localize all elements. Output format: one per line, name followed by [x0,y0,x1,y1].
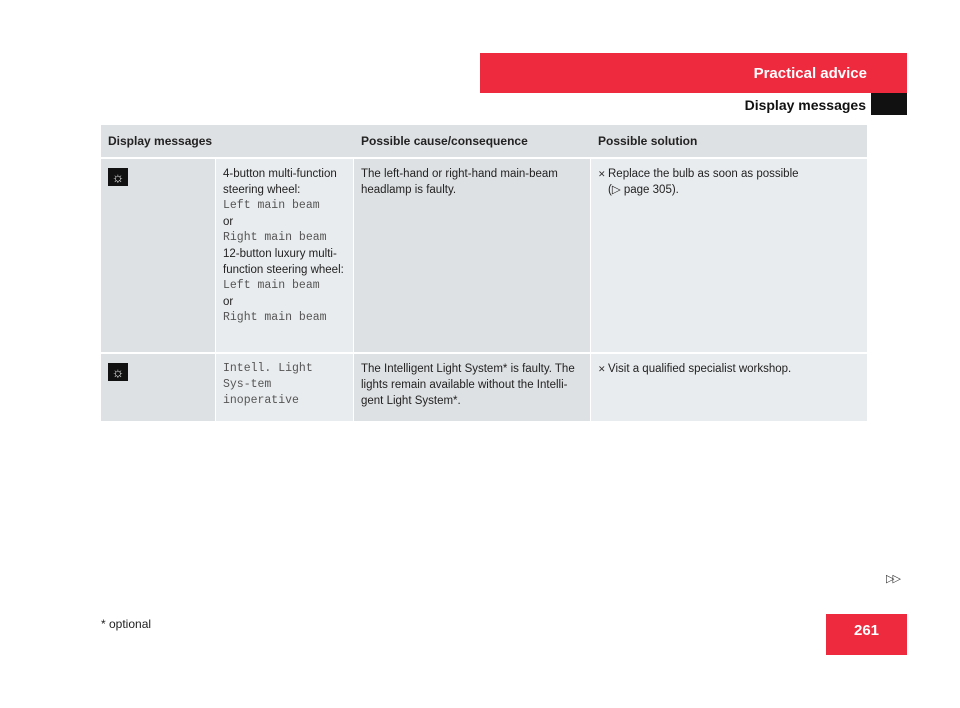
solution-cell [591,354,867,421]
display-messages-table [101,125,867,421]
icon-cell [101,159,216,354]
message-cell [216,354,354,421]
column-header-cause: Possible cause/consequence [354,125,591,159]
continue-marker-icon: ▷▷ [886,573,899,585]
page-reference: (▷ page 305). [608,184,679,196]
message-text: Right main beam [223,311,327,324]
page-number: 261 [826,614,907,655]
message-text: or [223,296,234,308]
message-text: Intell. Light Sys-tem inoperative [223,362,313,407]
table-header-row [101,125,867,159]
cause-text: The Intelligent Light System* is faulty. The lights remain available without the Intelli-gent Light System*. [361,363,575,407]
message-text: 4-button multi-function steering wheel: [223,168,337,196]
message-text: Right main beam [223,231,327,244]
cause-cell [354,159,591,354]
cause-cell [354,354,591,421]
cause-text: The left-hand or right-hand main-beam headlamp is faulty. [361,168,558,196]
column-header-solution: Possible solution [591,125,867,159]
message-text: or [223,216,234,228]
headlamp-bulb-icon: ☼ [108,363,128,381]
message-text: Left main beam [223,199,320,212]
section-title: Practical advice [480,53,907,93]
solution-text: Visit a qualified specialist workshop. [608,363,792,375]
table-row [101,354,867,421]
action-bullet-icon: ✕ [598,169,606,179]
message-cell [216,159,354,354]
icon-cell [101,354,216,421]
solution-text: Replace the bulb as soon as possible [608,168,799,180]
message-text: 12-button luxury multi-function steering wheel: [223,248,344,276]
headlamp-bulb-icon: ☼ [108,168,128,186]
action-bullet-icon: ✕ [598,364,606,374]
message-text: Left main beam [223,279,320,292]
subsection-title: Display messages [744,97,866,113]
footnote: * optional [101,617,152,631]
solution-cell [591,159,867,354]
column-header-display-messages: Display messages [101,125,354,159]
table-row [101,159,867,354]
header-marker [871,93,907,115]
